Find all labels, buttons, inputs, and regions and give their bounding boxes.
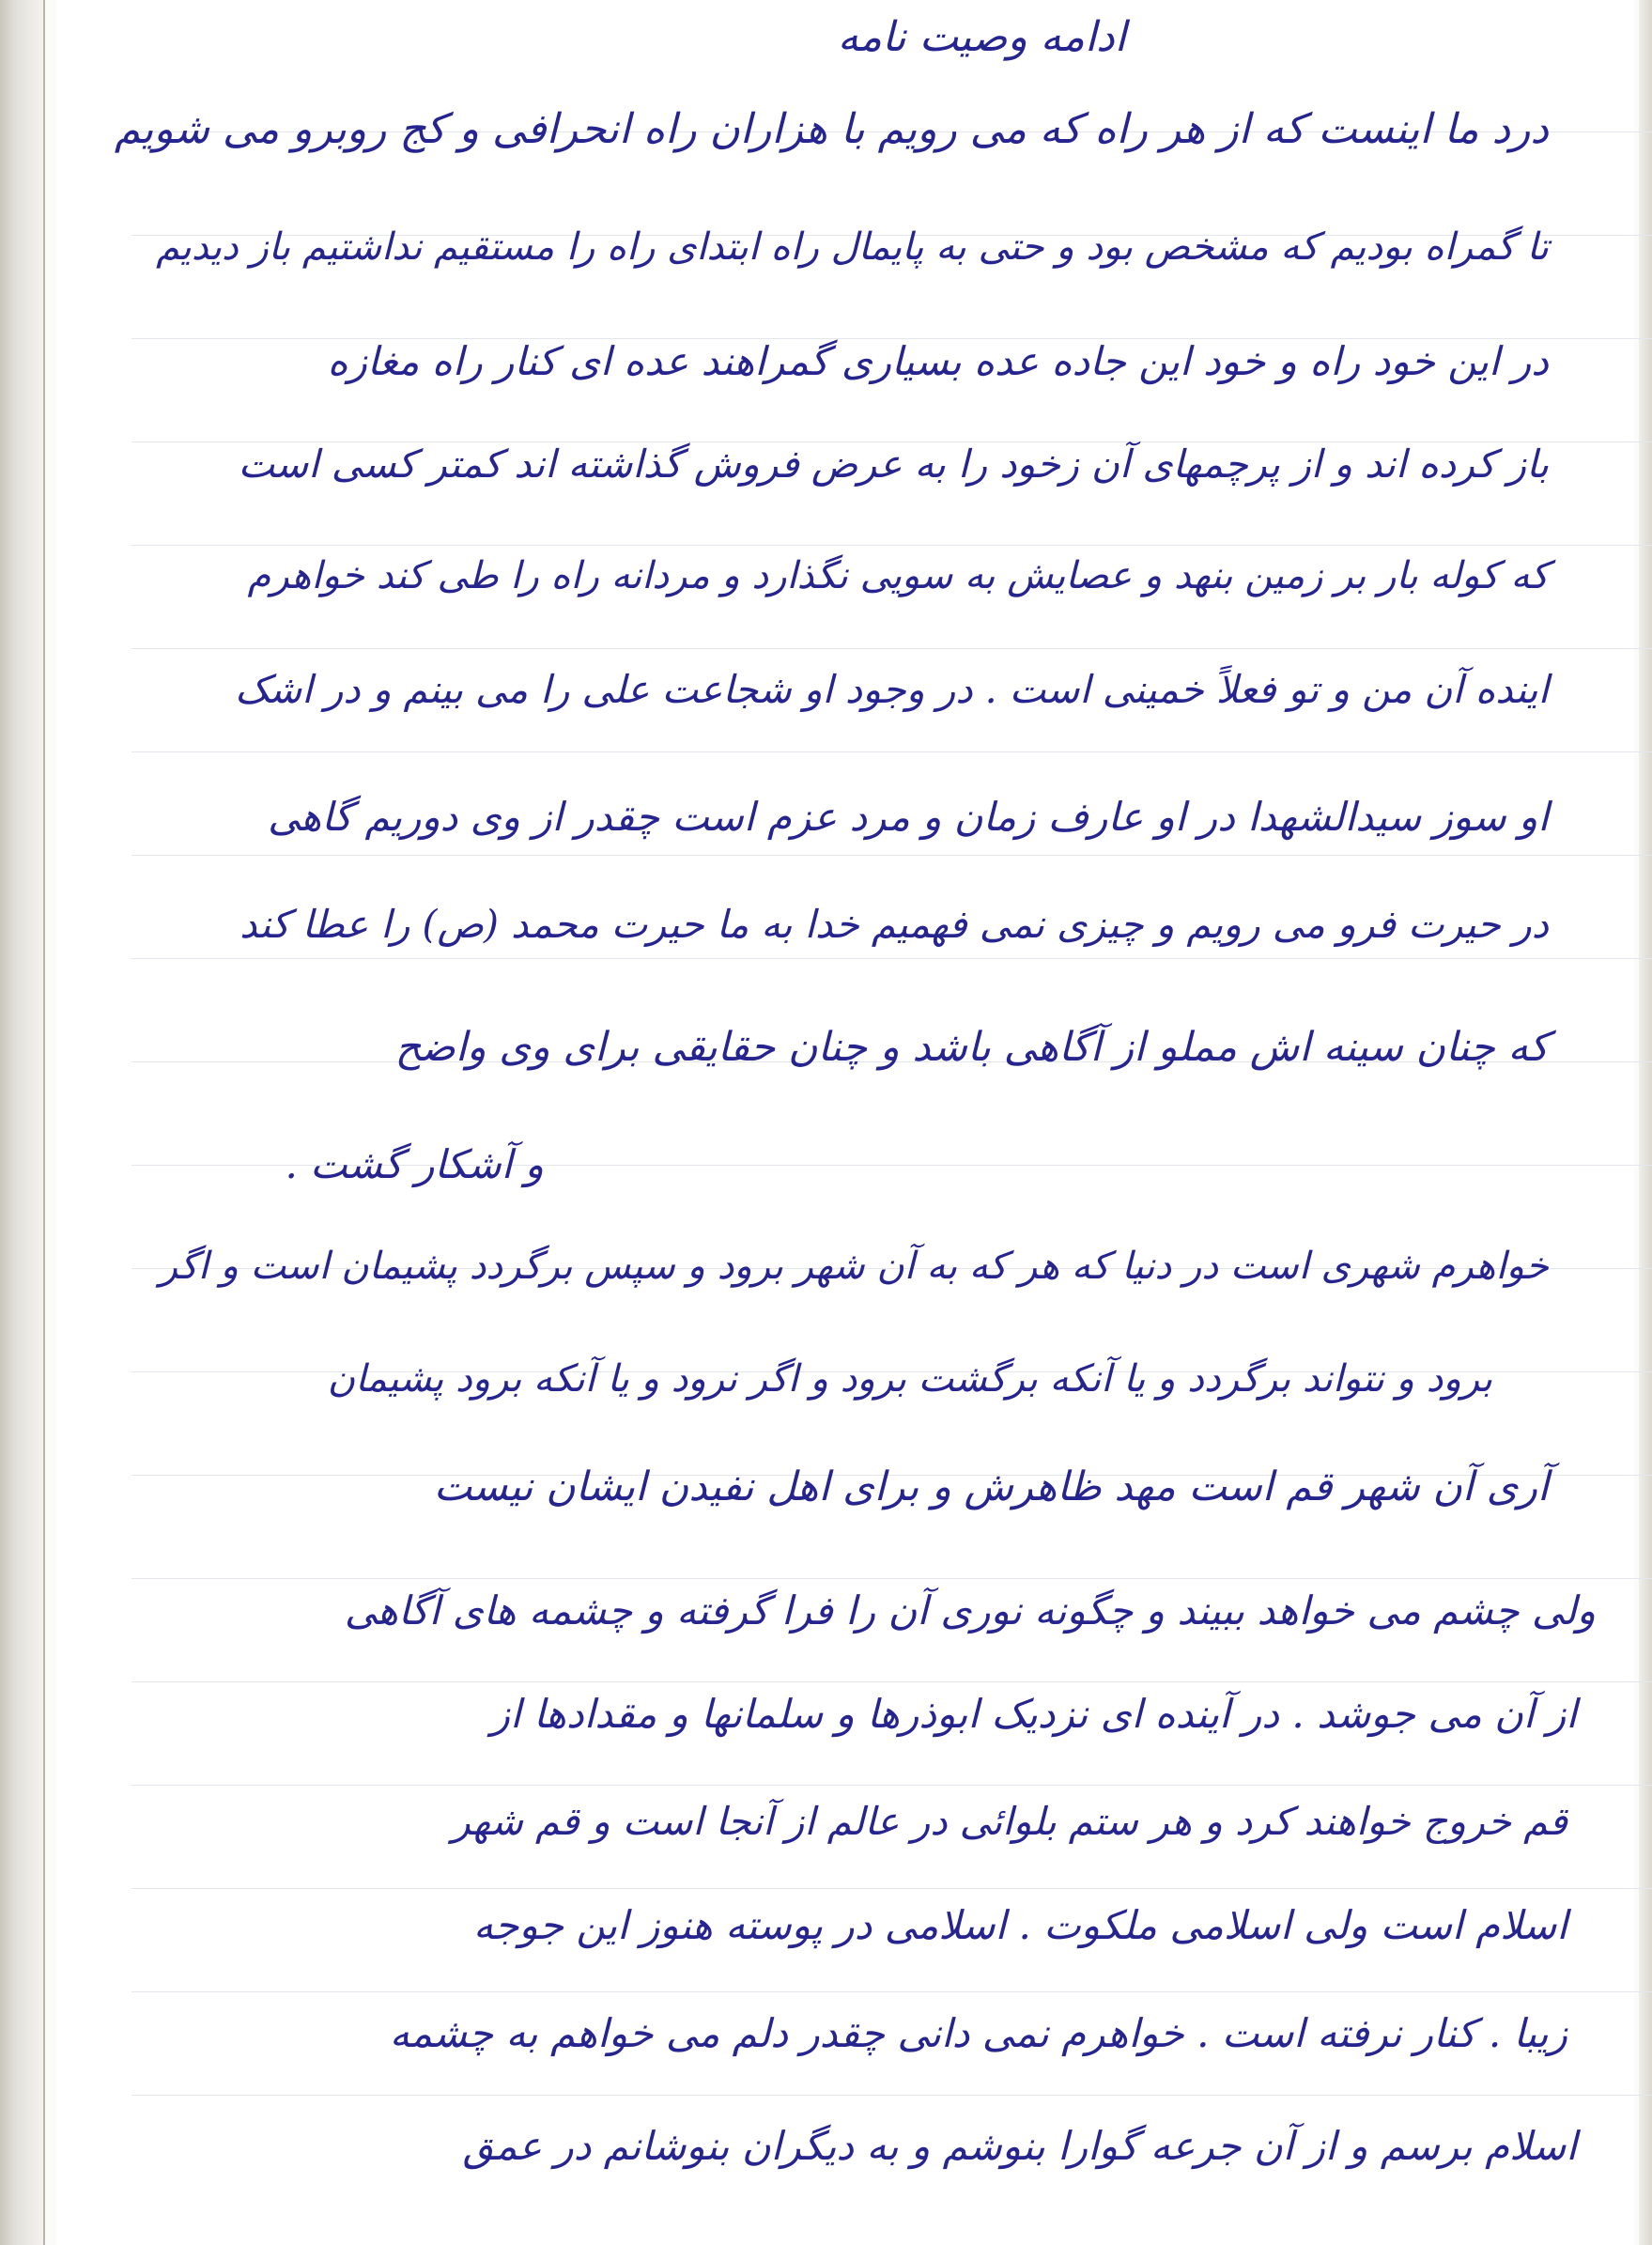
ruled-line xyxy=(131,751,1652,752)
text-line-7: او سوز سیدالشهدا در او عارف زمان و مرد عزم است چقدر از وی دوریم گاهی xyxy=(268,794,1549,840)
text-line-10: و آشکار گشت . xyxy=(285,1141,544,1187)
ruled-line xyxy=(131,1681,1652,1682)
ruled-line xyxy=(131,1991,1652,1992)
notebook-spine xyxy=(0,0,45,2245)
text-line-18: زیبا . کنار نرفته است . خواهرم نمی دانی چقدر دلم می خواهم به چشمه xyxy=(389,2010,1567,2056)
text-line-17: اسلام است ولی اسلامی ملکوت . اسلامی در پوسته هنوز این جوجه xyxy=(472,1902,1567,1948)
ruled-line xyxy=(131,1578,1652,1579)
text-line-16: قم خروج خواهند کرد و هر ستم بلوائی در عالم از آنجا است و قم شهر xyxy=(452,1799,1567,1844)
text-line-13: آری آن شهر قم است مهد ظاهرش و برای اهل نفیدن ایشان نیست xyxy=(433,1463,1549,1510)
text-line-2: تا گمراه بودیم که مشخص بود و حتی به پایمال راه ابتدای راه را مستقیم نداشتیم باز دیدیم xyxy=(156,225,1549,269)
ruled-line xyxy=(131,958,1652,959)
text-line-9: که چنان سینه اش مملو از آگاهی باشد و چنان حقایقی برای وی واضح xyxy=(394,1024,1549,1071)
ruled-line xyxy=(131,1888,1652,1889)
text-line-6: اینده آن من و تو فعلاً خمینی است . در وجود او شجاعت علی را می بینم و در اشک xyxy=(235,667,1549,712)
text-line-8: در حیرت فرو می رویم و چیزی نمی فهمیم خدا به ما حیرت محمد (ص) را عطا کند xyxy=(239,902,1549,947)
ruled-line xyxy=(131,855,1652,856)
text-line-14: ولی چشم می خواهد ببیند و چگونه نوری آن را فرا گرفته و چشمه های آگاهی xyxy=(344,1587,1596,1633)
text-line-1: درد ما اینست که از هر راه که می رویم با هزاران راه انحرافی و کج روبرو می شویم xyxy=(114,105,1549,153)
text-line-5: که کوله بار بر زمین بنهد و عصایش به سویی نگذارد و مردانه راه را طی کند خواهرم xyxy=(247,554,1549,597)
page-title: ادامه وصیت نامه xyxy=(837,13,1126,61)
text-line-4: باز کرده اند و از پرچمهای آن زخود را به عرض فروش گذاشته اند کمتر کسی است xyxy=(238,441,1549,487)
text-line-3: در این خود راه و خود این جاده عده بسیاری گمراهند عده ای کنار راه مغازه xyxy=(327,338,1549,384)
page-edge xyxy=(1639,0,1652,2245)
text-line-11: خواهرم شهری است در دنیا که هر که به آن شهر برود و سپس برگردد پشیمان است و اگر xyxy=(159,1245,1549,1288)
text-line-19: اسلام برسم و از آن جرعه گوارا بنوشم و به دیگران بنوشانم در عمق xyxy=(462,2123,1577,2169)
text-line-12: برود و نتواند برگردد و یا آنکه برگشت برود و اگر نرود و یا آنکه برود پشیمان xyxy=(327,1357,1492,1401)
text-line-15: از آن می جوشد . در آینده ای نزدیک ابوذرها و سلمانها و مقدادها از xyxy=(490,1691,1577,1737)
ruled-line xyxy=(131,1785,1652,1786)
ruled-line xyxy=(131,2095,1652,2096)
ruled-line xyxy=(131,545,1652,546)
ruled-line xyxy=(131,648,1652,649)
